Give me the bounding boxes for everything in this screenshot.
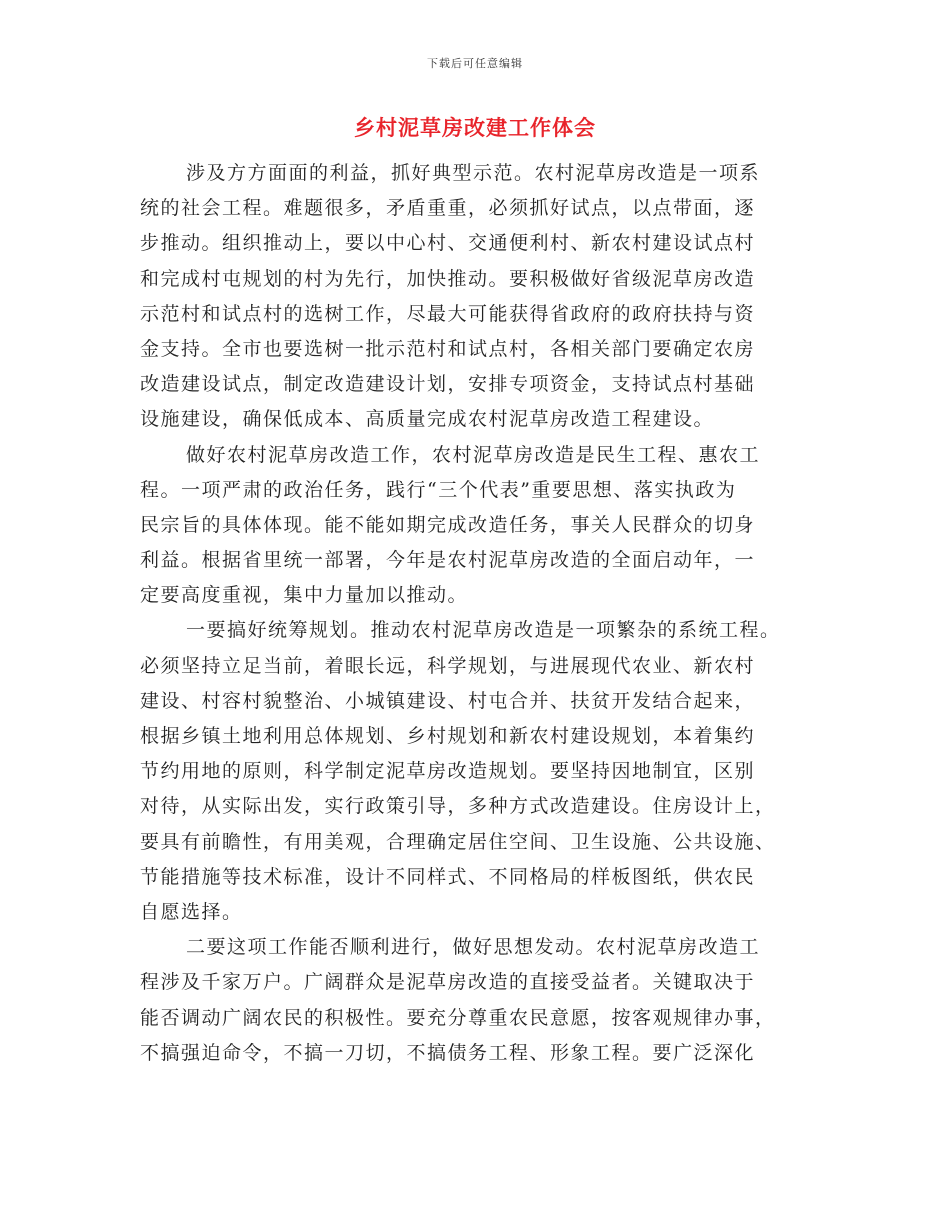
paragraph-line: 改造建设试点，制定改造建设计划，安排专项资金，支持试点村基础 xyxy=(140,373,756,396)
document-body xyxy=(140,156,810,1071)
paragraph-line: 程。一项严肃的政治任务，践行“三个代表”重要思想、落实执政为 xyxy=(140,478,737,501)
paragraph-line: 一要搞好统筹规划。推动农村泥草房改造是一项繁杂的系统工程。 xyxy=(186,619,781,642)
paragraph-line: 金支持。全市也要选树一批示范村和试点村，各相关部门要确定农房 xyxy=(140,337,756,360)
paragraph-line: 要具有前瞻性，有用美观，合理确定居住空间、卫生设施、公共设施、 xyxy=(140,830,776,853)
paragraph-line: 设施建设，确保低成本、高质量完成农村泥草房改造工程建设。 xyxy=(140,408,715,431)
paragraph xyxy=(140,930,810,1071)
paragraph-line: 对待，从实际出发，实行政策引导，多种方式改造建设。住房设计上， xyxy=(140,795,776,818)
paragraph-line: 建设、村容村貌整治、小城镇建设、村屯合并、扶贫开发结合起来， xyxy=(140,689,756,712)
paragraph-line: 必须坚持立足当前，着眼长远，科学规划，与进展现代农业、新农村 xyxy=(140,654,756,677)
paragraph-line: 统的社会工程。难题很多，矛盾重重，必须抓好试点，以点带面，逐 xyxy=(140,197,756,220)
paragraph-line: 程涉及千家万户。广阔群众是泥草房改造的直接受益者。关键取决于 xyxy=(140,971,756,994)
paragraph-line: 涉及方方面面的利益，抓好典型示范。农村泥草房改造是一项系 xyxy=(186,162,761,184)
paragraph-line: 示范村和试点村的选树工作，尽最大可能获得省政府的政府扶持与资 xyxy=(140,302,756,325)
paragraph-line: 民宗旨的具体体现。能不能如期完成改造任务，事关人民群众的切身 xyxy=(140,513,756,536)
paragraph-line: 和完成村屯规划的村为先行，加快推动。要积极做好省级泥草房改造 xyxy=(140,267,756,290)
paragraph-line: 能否调动广阔农民的积极性。要充分尊重农民意愿，按客观规律办事， xyxy=(140,1006,776,1029)
paragraph xyxy=(140,438,810,614)
paragraph-line: 根据乡镇土地利用总体规划、乡村规划和新农村建设规划，本着集约 xyxy=(140,725,756,747)
paragraph-line: 节能措施等技术标准，设计不同样式、不同格局的样板图纸，供农民 xyxy=(140,865,756,888)
paragraph xyxy=(140,156,810,438)
paragraph-line: 定要高度重视，集中力量加以推动。 xyxy=(140,584,469,607)
paragraph xyxy=(140,613,810,930)
paragraph-line: 二要这项工作能否顺利进行，做好思想发动。农村泥草房改造工 xyxy=(186,936,761,959)
paragraph-line: 不搞强迫命令，不搞一刀切，不搞债务工程、形象工程。要广泛深化 xyxy=(140,1041,756,1064)
paragraph-line: 做好农村泥草房改造工作，农村泥草房改造是民生工程、惠农工 xyxy=(186,443,761,466)
page-header: 下载后可任意编辑 xyxy=(427,57,523,70)
paragraph-line: 节约用地的原则，科学制定泥草房改造规划。要坚持因地制宜，区别 xyxy=(140,760,756,783)
paragraph-line: 利益。根据省里统一部署，今年是农村泥草房改造的全面启动年，一 xyxy=(140,549,756,572)
paragraph-line: 步推动。组织推动上，要以中心村、交通便利村、新农村建设试点村 xyxy=(140,232,756,255)
paragraph-line: 自愿选择。 xyxy=(140,900,243,923)
document-title: 乡村泥草房改建工作体会 xyxy=(354,115,596,140)
